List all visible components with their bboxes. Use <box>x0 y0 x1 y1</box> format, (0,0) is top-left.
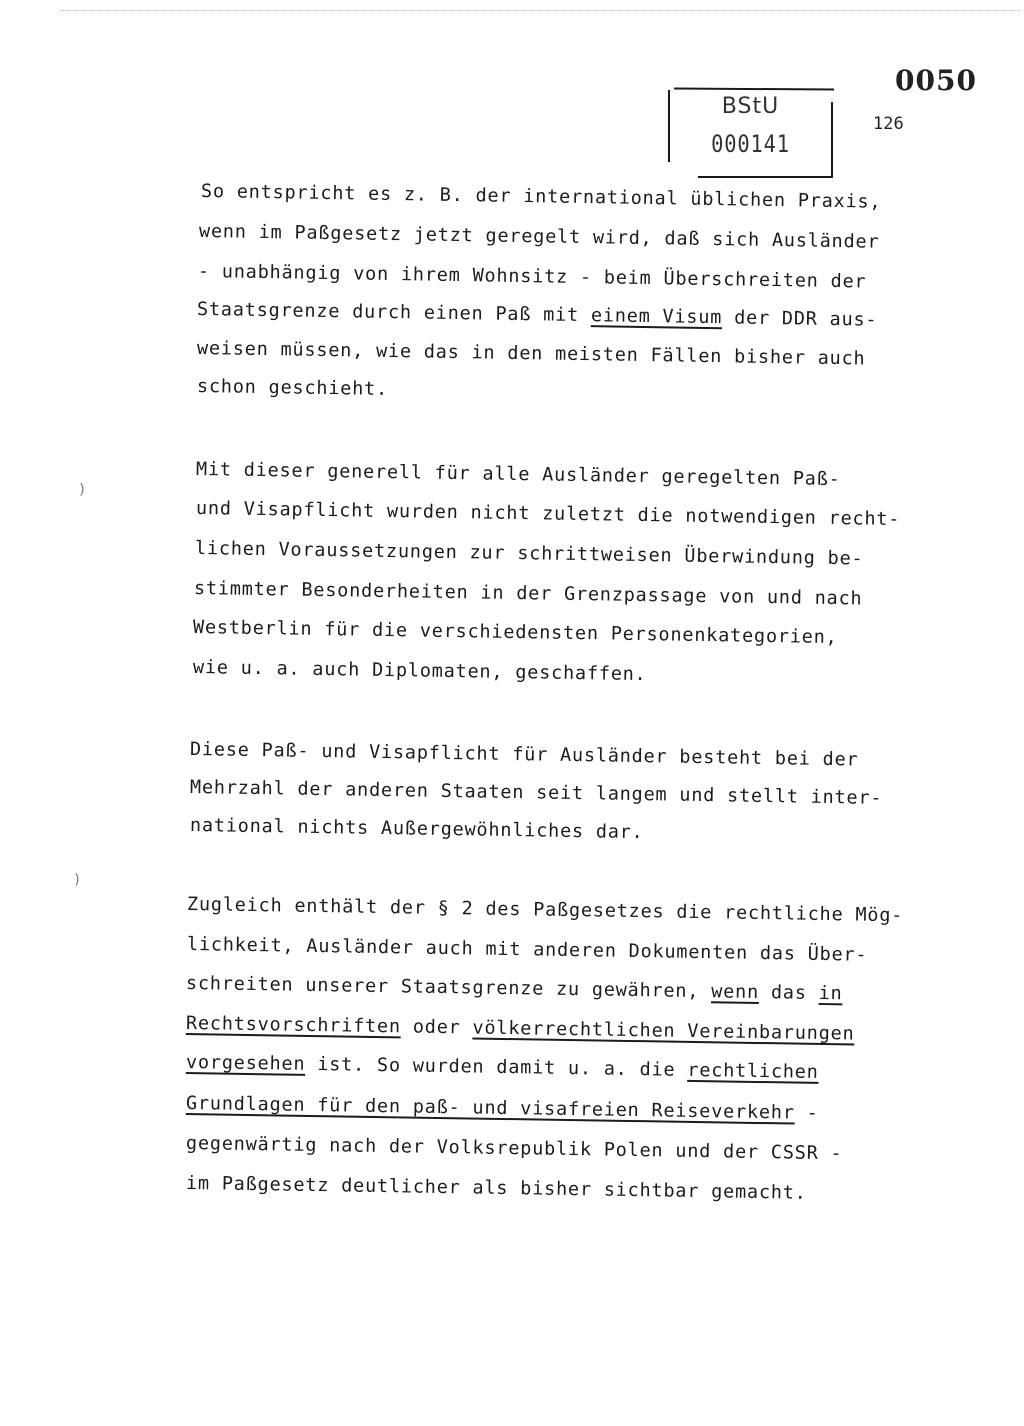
underlined-text: Grundlagen für den paß- und visafreien Reiseverkehr <box>185 1093 795 1124</box>
text-line: stimmter Besonderheiten in der Grenzpassage von und nach <box>193 578 863 610</box>
text-line: wie u. a. auch Diplomaten, geschaffen. <box>192 657 647 686</box>
text-line: - unabhängig von ihrem Wohnsitz - beim Überschreiten der <box>197 261 867 293</box>
text-line: und Visapflicht wurden nicht zuletzt die notwendigen recht- <box>195 498 901 531</box>
text-line: Zugleich enthält der § 2 des Paßgesetzes die rechtliche Mög- <box>186 894 904 927</box>
margin-mark: ) <box>78 482 87 498</box>
text-line: Mit dieser generell für alle Ausländer geregelten Paß- <box>195 459 841 491</box>
text-line: wenn im Paßgesetz jetzt geregelt wird, daß sich Ausländer <box>198 221 880 253</box>
text-line: So entspricht es z. B. der international üblichen Praxis, <box>200 181 882 213</box>
underlined-text: in <box>818 982 843 1005</box>
text-line: gegenwärtig nach der Volksrepublik Polen und der CSSR - <box>185 1133 843 1165</box>
text-line: schon geschieht. <box>196 376 389 400</box>
text-line: Staatsgrenze durch einen Paß mit einem Visum der DDR aus- <box>196 299 878 331</box>
text-line: Westberlin für die verschiedensten Personenkategorien, <box>192 617 838 649</box>
text-line: lichen Voraussetzungen zur schrittweisen Überwindung be- <box>194 538 864 570</box>
text-line: im Paßgesetz deutlicher als bisher sichtbar gemacht. <box>185 1173 807 1204</box>
page-number: 126 <box>873 114 904 134</box>
underlined-text: vorgesehen <box>185 1052 306 1075</box>
stamp-number: 000141 <box>711 130 790 158</box>
text-line: weisen müssen, wie das in den meisten Fällen bisher auch <box>196 338 866 370</box>
underlined-text: einem Visum <box>590 305 723 329</box>
text-line: Mehrzahl der anderen Staaten seit langem und stellt inter- <box>189 777 883 809</box>
bstu-stamp <box>668 88 833 180</box>
text-line: national nichts Außergewöhnliches dar. <box>189 815 644 844</box>
text-line: vorgesehen ist. So wurden damit u. a. die rechtlichen <box>185 1052 819 1083</box>
top-dotted-edge <box>60 10 1020 17</box>
text-line: Rechtsvorschriften oder völkerrechtlichen Vereinbarungen <box>185 1013 855 1045</box>
stamp-organization: BStU <box>721 94 780 119</box>
text-line: schreiten unserer Staatsgrenze zu gewähren, wenn das in <box>185 973 843 1005</box>
underlined-text: wenn <box>711 981 760 1003</box>
text-line: lichkeit, Ausländer auch mit anderen Dokumenten das Über- <box>186 934 868 966</box>
margin-mark: ) <box>73 872 82 888</box>
underlined-text: Rechtsvorschriften <box>185 1013 402 1038</box>
archive-number: 0050 <box>895 64 977 97</box>
underlined-text: rechtlichen <box>687 1059 819 1083</box>
underlined-text: völkerrechtlichen Vereinbarungen <box>472 1017 855 1045</box>
text-line: Diese Paß- und Visapflicht für Ausländer besteht bei der <box>189 739 859 771</box>
text-line: Grundlagen für den paß- und visafreien Reiseverkehr - <box>185 1093 819 1124</box>
